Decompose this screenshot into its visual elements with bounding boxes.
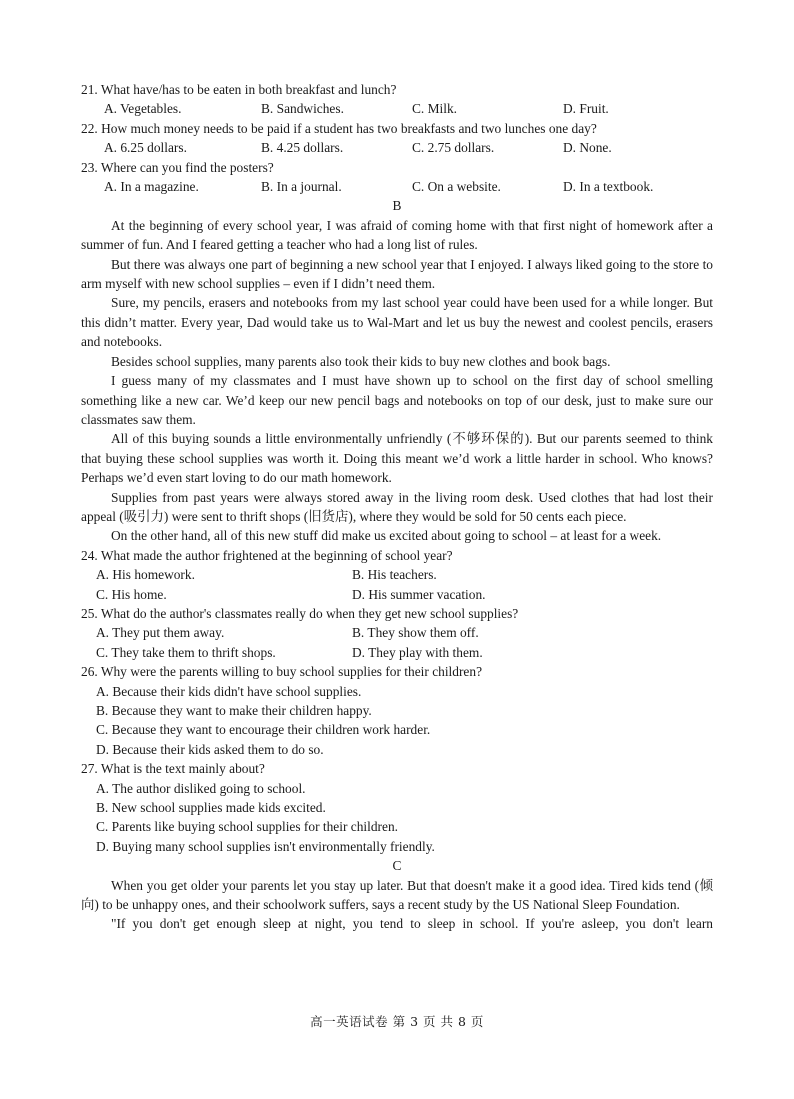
option-d: D. They play with them. xyxy=(352,644,483,660)
options-25-row-1 xyxy=(81,623,713,642)
option-d: D. In a textbook. xyxy=(563,179,654,195)
passage-b-paragraph: At the beginning of every school year, I was afraid of coming home with that first night of homework after a summer of fun. And I feared getting a teacher who had a long list of rules. xyxy=(81,217,713,253)
options-24-row-2 xyxy=(81,585,713,604)
option-a: A. The author disliked going to school. xyxy=(96,780,306,796)
section-b-heading: B xyxy=(392,198,402,214)
options-24-row-1 xyxy=(81,565,713,584)
passage-b-paragraph: Supplies from past years were always stored away in the living room desk. Used clothes that had lost their appeal (吸引力) were sent to thrift shops (旧货店), where they would be sold for 50 cents each piece. xyxy=(81,489,713,524)
option-d: D. His summer vacation. xyxy=(352,586,486,602)
option-a: A. In a magazine. xyxy=(104,179,199,195)
passage-b-paragraph: I guess many of my classmates and I must have shown up to school on the first day of school smelling something like a new car. We’d keep our new pencil bags and notebooks on top of our desk, just to make sure our classmates saw them. xyxy=(81,373,713,427)
question-25: 25. What do the author's classmates really do when they get new school supplies? xyxy=(81,605,519,621)
section-c-heading: C xyxy=(392,858,402,874)
option-a: A. Vegetables. xyxy=(104,101,182,117)
question-24: 24. What made the author frightened at the beginning of school year? xyxy=(81,547,453,563)
option-b: B. In a journal. xyxy=(261,179,342,195)
passage-b-paragraph: All of this buying sounds a little environmentally unfriendly (不够环保的). But our parents seemed to think that buying these school supplies was worth it. Doing this meant we’d work a little harder in school. Who knows? Perhaps we’d even start loving to do our math homework. xyxy=(81,431,713,486)
option-a: A. His homework. xyxy=(96,567,195,583)
question-21: 21. What have/has to be eaten in both breakfast and lunch? xyxy=(81,82,397,97)
page-footer: 高一英语试卷 第 3 页 共 8 页 xyxy=(310,1014,484,1029)
option-c: C. Parents like buying school supplies for their children. xyxy=(96,819,398,835)
option-b: B. His teachers. xyxy=(352,567,437,583)
option-b: B. 4.25 dollars. xyxy=(261,140,344,156)
question-27: 27. What is the text mainly about? xyxy=(81,761,265,777)
option-a: A. Because their kids didn't have school supplies. xyxy=(96,683,362,699)
passage-b-paragraph: On the other hand, all of this new stuff did make us excited about going to school – at least for a week. xyxy=(111,528,662,544)
option-c: C. They take them to thrift shops. xyxy=(96,644,276,660)
option-b: B. They show them off. xyxy=(352,625,479,641)
passage-c-paragraph: When you get older your parents let you stay up later. But that doesn't make it a good idea. Tired kids tend (倾向) to be unhappy ones, and their schoolwork suffers, says a recent study by the US National Sleep Foundation. xyxy=(81,877,713,913)
option-c: C. Milk. xyxy=(412,101,458,117)
exam-page xyxy=(81,80,713,934)
option-b: B. Sandwiches. xyxy=(261,101,344,117)
question-22: 22. How much money needs to be paid if a student has two breakfasts and two lunches one day? xyxy=(81,120,597,136)
passage-b-paragraph: But there was always one part of beginning a new school year that I enjoyed. I always liked going to the store to arm myself with new school supplies – even if I didn’t need them. xyxy=(81,256,713,292)
question-23: 23. Where can you find the posters? xyxy=(81,159,274,175)
options-23 xyxy=(81,177,713,196)
option-a: A. They put them away. xyxy=(96,625,225,641)
option-d: D. Buying many school supplies isn't environmentally friendly. xyxy=(96,838,435,854)
option-d: D. Because their kids asked them to do so. xyxy=(96,741,324,757)
options-25-row-2 xyxy=(81,643,713,662)
option-d: D. None. xyxy=(563,140,612,156)
option-c: C. Because they want to encourage their children work harder. xyxy=(96,722,431,738)
passage-c-paragraph: "If you don't get enough sleep at night, you tend to sleep in school. If you're asleep, you don't learn xyxy=(111,916,713,932)
option-a: A. 6.25 dollars. xyxy=(104,140,187,156)
option-c: C. 2.75 dollars. xyxy=(412,140,495,156)
option-b: B. New school supplies made kids excited. xyxy=(96,800,326,816)
options-22 xyxy=(81,138,713,157)
option-d: D. Fruit. xyxy=(563,101,609,117)
option-c: C. On a website. xyxy=(412,179,501,195)
passage-b-paragraph: Sure, my pencils, erasers and notebooks from my last school year could have been used for a while longer. But this didn’t matter. Every year, Dad would take us to Wal-Mart and let us buy the newest and coolest pencils, erasers and notebooks. xyxy=(81,295,713,350)
question-26: 26. Why were the parents willing to buy school supplies for their children? xyxy=(81,664,483,680)
option-b: B. Because they want to make their children happy. xyxy=(96,703,372,718)
option-c: C. His home. xyxy=(96,586,167,602)
passage-b-paragraph: Besides school supplies, many parents also took their kids to buy new clothes and book bags. xyxy=(111,353,611,369)
options-21 xyxy=(81,99,713,118)
